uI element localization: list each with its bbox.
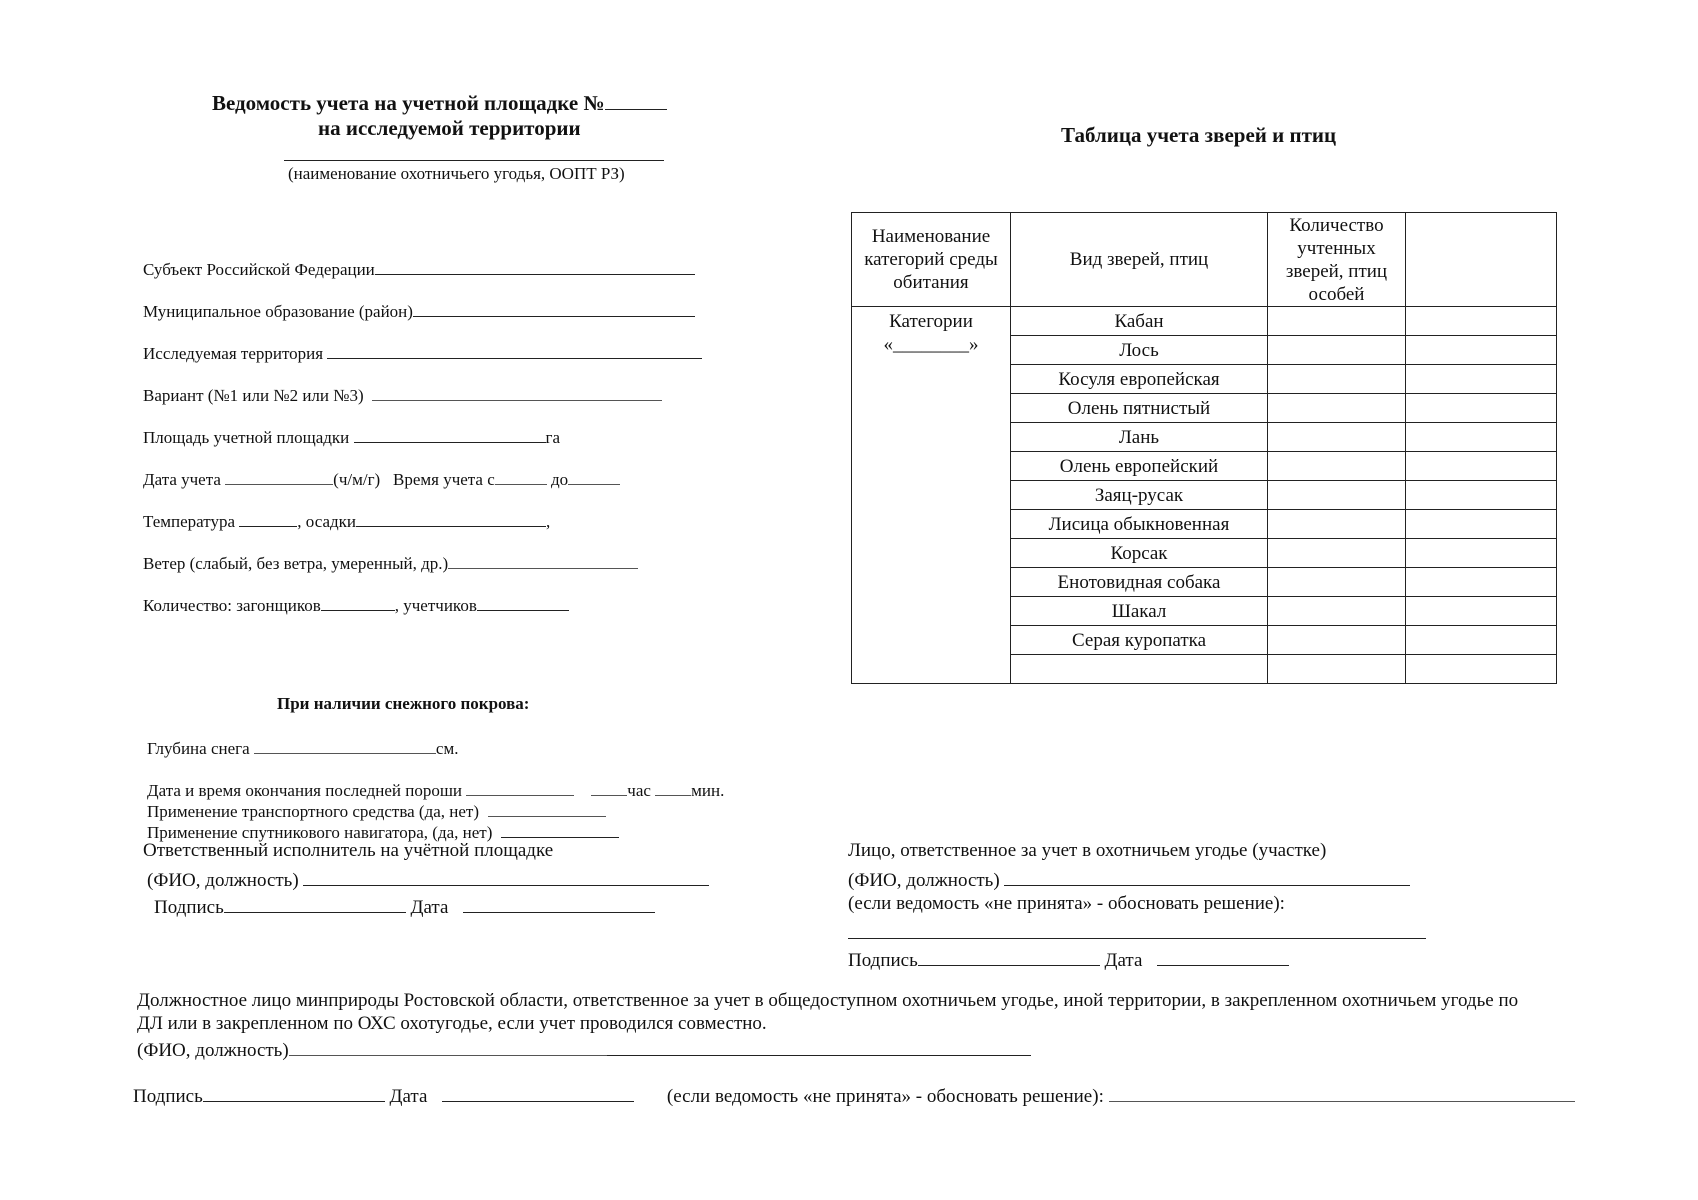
form-title-line1 [212,90,667,116]
responsible-date-input[interactable] [1157,946,1289,966]
count-cell[interactable] [1268,510,1406,539]
header-count: Количество учтенных зверей, птиц особей [1268,213,1406,307]
subject-input[interactable] [375,257,695,275]
last-snow-min-input[interactable] [655,778,691,796]
area-label: Площадь учетной площадки [143,428,350,447]
area-unit: га [545,428,561,447]
navigator-input[interactable] [501,820,619,838]
species-name: Лань [1011,423,1268,452]
wind-input[interactable] [448,551,638,569]
area-input[interactable] [354,425,546,443]
official-note-label: (если ведомость «не принята» - обосновать решение): [666,1086,1104,1107]
extra-cell[interactable] [1406,365,1557,394]
temperature-label: Температура [143,512,236,531]
snow-depth-label: Глубина снега [147,739,250,758]
species-name: Корсак [1011,539,1268,568]
beaters-input[interactable] [321,593,395,611]
extra-cell[interactable] [1406,452,1557,481]
species-name: Енотовидная собака [1011,568,1268,597]
executor-date-input[interactable] [463,893,655,913]
hour-label: час [627,781,651,800]
executor-date-label: Дата [410,897,449,918]
last-snow-hour-input[interactable] [591,778,627,796]
time-to-label: до [551,470,569,489]
species-name: Лось [1011,336,1268,365]
official-date-input[interactable] [442,1082,634,1102]
official-sign-field [133,1082,1575,1108]
executor-fio-label: (ФИО, должность) [147,870,299,891]
counters-label: , учетчиков [394,596,477,615]
weather-field [143,509,550,532]
time-from-label: Время учета с [392,470,495,489]
subject-label: Субъект Российской Федерации [143,260,375,279]
variant-input[interactable] [372,383,662,401]
species-name: Кабан [1011,307,1268,336]
territory-label: Исследуемая территория [143,344,324,363]
species-name: Серая куропатка [1011,626,1268,655]
count-cell[interactable] [1268,481,1406,510]
date-label: Дата учета [143,470,221,489]
header-extra [1406,213,1557,307]
extra-cell[interactable] [1406,336,1557,365]
vehicle-label: Применение транспортного средства (да, нет) [147,802,480,821]
table-row [852,307,1557,336]
form-title-line2: на исследуемой территории [318,116,581,140]
extra-cell[interactable] [1406,394,1557,423]
date-format: (ч/м/г) [333,470,381,489]
official-fio-field [137,1036,1031,1062]
time-from-input[interactable] [495,467,547,485]
snow-depth-input[interactable] [254,736,436,754]
date-input[interactable] [225,467,333,485]
official-text-line1: Должностное лицо минприроды Ростовской области, ответственное за учет в общедоступном охотничьем угодье, иной территории, в закрепленном охотничьем угодье по [137,990,1519,1011]
extra-cell[interactable] [1406,481,1557,510]
vehicle-field [147,799,606,822]
vehicle-input[interactable] [488,799,606,817]
snow-depth-field [147,736,458,759]
responsible-sign-label: Подпись [848,950,918,971]
count-cell[interactable] [1268,365,1406,394]
extra-cell[interactable] [1406,597,1557,626]
responsible-reason-line[interactable] [848,938,1426,939]
navigator-label: Применение спутникового навигатора, (да, нет) [147,823,493,842]
date-time-field [143,467,620,490]
territory-field [143,341,702,364]
species-name: Лисица обыкновенная [1011,510,1268,539]
count-cell[interactable] [1268,452,1406,481]
executor-sign-label: Подпись [154,897,224,918]
responsible-fio-input[interactable] [1004,866,1410,886]
extra-cell[interactable] [1406,510,1557,539]
responsible-fio-field [848,866,1410,892]
counters-input[interactable] [477,593,569,611]
animal-count-table [851,212,1557,684]
wind-field [143,551,638,574]
count-cell[interactable] [1268,568,1406,597]
precip-comma: , [546,512,551,531]
count-cell[interactable] [1268,307,1406,336]
table-title: Таблица учета зверей и птиц [1061,123,1337,147]
snow-heading: При наличии снежного покрова: [277,694,530,713]
official-sign-label: Подпись [133,1086,203,1107]
official-reason-input[interactable] [1109,1082,1575,1102]
municipal-input[interactable] [413,299,695,317]
responsible-sign-field [848,946,1289,972]
temperature-input[interactable] [239,509,297,527]
official-text-line2: ДЛ или в закрепленном по ОХС охотугодье, если учет проводился совместно. [137,1013,767,1034]
extra-cell[interactable] [1406,423,1557,452]
count-cell[interactable] [1268,423,1406,452]
species-name: Олень европейский [1011,452,1268,481]
extra-cell[interactable] [1406,307,1557,336]
variant-label: Вариант (№1 или №2 или №3) [143,386,364,405]
executor-fio-field [147,866,709,892]
municipal-field [143,299,695,322]
subject-field [143,257,695,280]
snow-depth-unit: см. [435,739,459,758]
form-title-text: Ведомость учета на учетной площадке № [212,91,605,115]
species-name[interactable] [1011,655,1268,684]
category-name-blank[interactable]: «________» [883,334,979,355]
category-label: Категории [889,311,973,332]
executor-title: Ответственный исполнитель на учётной площадке [143,840,554,861]
species-name: Шакал [1011,597,1268,626]
responsible-fio-label: (ФИО, должность) [848,870,1000,891]
extra-cell[interactable] [1406,539,1557,568]
count-cell[interactable] [1268,394,1406,423]
hunting-ground-name-line[interactable] [284,160,664,161]
variant-field [143,383,662,406]
executor-sign-field [154,893,655,919]
count-cell[interactable] [1268,626,1406,655]
extra-cell[interactable] [1406,655,1557,684]
last-snow-field [147,778,724,801]
count-cell[interactable] [1268,336,1406,365]
form-subtitle: (наименование охотничьего угодья, ООПТ РЗ) [288,164,625,183]
count-cell[interactable] [1268,655,1406,684]
species-name: Косуля европейская [1011,365,1268,394]
extra-cell[interactable] [1406,568,1557,597]
habitat-category-cell [852,307,1011,684]
responsible-title: Лицо, ответственное за учет в охотничьем угодье (участке) [848,840,1327,861]
table-header-row [852,213,1557,307]
extra-cell[interactable] [1406,626,1557,655]
time-to-input[interactable] [568,467,620,485]
precip-label: , осадки [297,512,357,531]
responsible-note: (если ведомость «не принята» - обосновать решение): [848,893,1285,914]
area-field [143,425,560,448]
municipal-label: Муниципальное образование (район) [143,302,413,321]
official-date-label: Дата [389,1086,428,1107]
species-name: Олень пятнистый [1011,394,1268,423]
header-habitat-category: Наименование категорий среды обитания [852,213,1011,307]
official-sign-input[interactable] [203,1082,385,1102]
official-fio-input-extra[interactable] [607,1036,1031,1056]
header-species: Вид зверей, птиц [1011,213,1268,307]
beaters-label: Количество: загонщиков [143,596,321,615]
responsible-date-label: Дата [1104,950,1143,971]
count-cell[interactable] [1268,539,1406,568]
count-cell[interactable] [1268,597,1406,626]
min-label: мин. [691,781,725,800]
territory-input[interactable] [327,341,702,359]
executor-sign-input[interactable] [224,893,406,913]
last-snow-label: Дата и время окончания последней пороши [147,781,463,800]
executor-fio-input[interactable] [303,866,709,886]
area-number-blank[interactable] [605,90,667,110]
precip-input[interactable] [356,509,546,527]
official-fio-label: (ФИО, должность) [137,1040,289,1061]
responsible-sign-input[interactable] [918,946,1100,966]
official-fio-input[interactable] [289,1036,607,1056]
wind-label: Ветер (слабый, без ветра, умеренный, др.) [143,554,449,573]
count-field [143,593,569,616]
last-snow-date-input[interactable] [466,778,574,796]
species-name: Заяц-русак [1011,481,1268,510]
